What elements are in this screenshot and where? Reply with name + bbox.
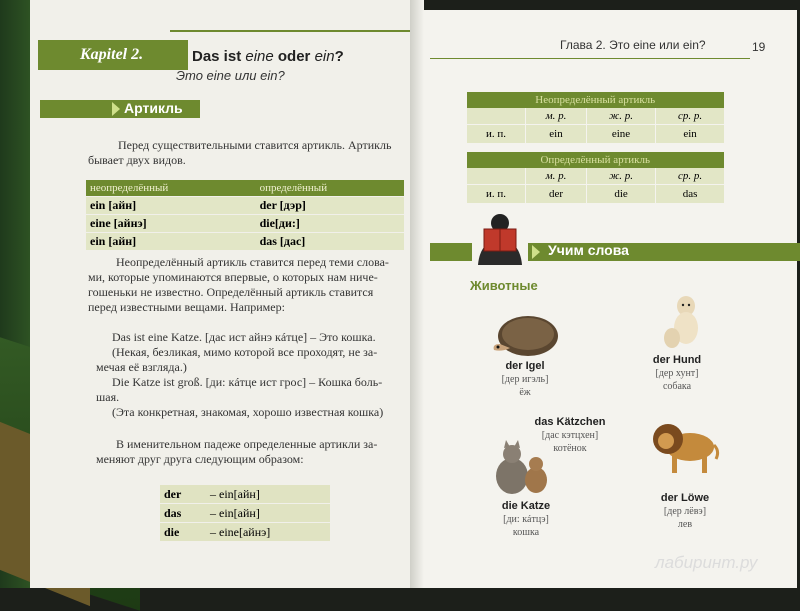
animal-word: die Katze: [501, 500, 551, 512]
table-cell: der: [160, 485, 206, 504]
table-row: [86, 215, 404, 233]
animal-translation: собака: [662, 381, 692, 392]
table-cell: der [дэр]: [256, 197, 404, 215]
table-row: [86, 197, 404, 215]
animal-transcription: [дер лёвэ]: [663, 506, 707, 517]
table-header: ж. р.: [586, 168, 655, 185]
table-cell: ein: [526, 125, 587, 144]
animal-katze: [486, 500, 566, 539]
example-line-3: мечая её взгляда.): [96, 360, 187, 374]
indefinite-article-table: [466, 92, 724, 143]
table-cell: – eine[айнэ]: [206, 523, 330, 542]
table-cell: eine [айнэ]: [86, 215, 256, 233]
table-cell: das: [656, 185, 724, 204]
dog-icon: [660, 292, 705, 352]
table-header: м. р.: [526, 168, 587, 185]
reading-boy-icon: [472, 213, 528, 265]
animal-word: das Kätzchen: [534, 416, 606, 428]
table-header: ж. р.: [586, 108, 655, 125]
book-spine: [410, 0, 424, 588]
table-cell: – ein[айн]: [206, 485, 330, 504]
animals-heading: Животные: [470, 278, 538, 293]
table-row: [467, 185, 725, 204]
table-header: [467, 168, 526, 185]
table-cell: das [дас]: [256, 233, 404, 251]
chapter-label: Kapitel 2.: [80, 46, 144, 63]
para2-line-3: гошеньки не известно. Определённый артикль ставится: [88, 285, 374, 299]
learn-words-title: Учим слова: [548, 242, 629, 258]
table-header: ср. р.: [656, 168, 724, 185]
page-subtitle: Это eine или ein?: [176, 68, 285, 83]
lion-icon: [650, 415, 720, 477]
animal-transcription: [дер игэль]: [501, 374, 549, 385]
animal-transcription: [дас кэтцхен]: [541, 430, 599, 441]
animal-igel: [480, 360, 570, 399]
animal-translation: лев: [677, 519, 693, 530]
para2-line-1: Неопределённый артикль ставится перед теми слова-: [116, 255, 389, 269]
hedgehog-icon: [490, 310, 560, 360]
table-cell: и. п.: [467, 125, 526, 144]
table-header: ср. р.: [656, 108, 724, 125]
animal-translation: ёж: [519, 387, 531, 398]
cat-and-kitten-icon: [490, 440, 552, 496]
table-cell: die[ди:]: [256, 215, 404, 233]
para2-line-2: ми, которые упоминаются впервые, о которых нам ниче-: [88, 270, 378, 284]
table-cell: – ein[айн]: [206, 504, 330, 523]
article-table-header-def: определённый: [256, 180, 404, 197]
definite-article-table: [466, 152, 724, 203]
page-title: Das ist eine oder ein?: [192, 48, 344, 65]
table-cell: ein: [656, 125, 724, 144]
example-line-4: Die Katze ist groß. [ди: кáтце ист грос] – Кошка боль-: [112, 375, 383, 389]
header-rule: [170, 30, 410, 32]
animal-word: der Hund: [652, 354, 702, 366]
table-cell: die: [160, 523, 206, 542]
example-line-5: шая.: [96, 390, 120, 404]
table-caption: Неопределённый артикль: [467, 92, 725, 108]
running-header: Глава 2. Это eine или ein?: [560, 38, 706, 52]
table-cell: ein [айн]: [86, 233, 256, 251]
intro-line-2: бывает двух видов.: [88, 153, 186, 167]
arrow-icon: [532, 245, 540, 259]
para2-line-4: перед известными вещами. Например:: [88, 300, 285, 314]
table-cell: ein [айн]: [86, 197, 256, 215]
animal-translation: кошка: [512, 527, 540, 538]
header-rule: [430, 58, 750, 59]
arrow-icon: [112, 102, 120, 116]
table-cell: das: [160, 504, 206, 523]
example-line-6: (Эта конкретная, знакомая, хорошо известная кошка): [112, 405, 384, 419]
article-table: [86, 180, 404, 250]
table-cell: eine: [586, 125, 655, 144]
replace-table: [160, 484, 330, 541]
section-title: Артикль: [124, 100, 183, 116]
table-row: [160, 504, 330, 523]
animal-translation: котёнок: [553, 443, 587, 454]
animal-hund: [632, 354, 722, 393]
example-line-1: Das ist eine Katze. [дас ист айнэ кáтце] – Это кошка.: [112, 330, 376, 344]
table-row: [160, 523, 330, 542]
para3-line-1: В именительном падеже определенные артикли за-: [116, 437, 378, 451]
animal-transcription: [дер хунт]: [655, 368, 699, 379]
animal-loewe: [640, 492, 730, 531]
table-row: [160, 485, 330, 504]
table-row: [86, 233, 404, 251]
table-header: [467, 108, 526, 125]
para3-line-2: меняют друг друга следующим образом:: [96, 452, 304, 466]
animal-word: der Löwe: [660, 492, 710, 504]
table-caption: Определённый артикль: [467, 152, 725, 168]
table-cell: die: [586, 185, 655, 204]
animal-word: der Igel: [505, 360, 545, 372]
table-header: м. р.: [526, 108, 587, 125]
example-line-2: (Некая, безликая, мимо которой все проходят, не за-: [112, 345, 378, 359]
table-cell: der: [526, 185, 587, 204]
article-table-header-indef: неопределённый: [86, 180, 256, 197]
intro-line-1: Перед существительными ставится артикль. Артикль: [118, 138, 392, 152]
animal-transcription: [ди: кáтцэ]: [503, 514, 549, 525]
table-cell: и. п.: [467, 185, 526, 204]
page-number: 19: [752, 40, 766, 54]
watermark: лабиринт.ру: [655, 553, 758, 572]
table-row: [467, 125, 725, 144]
